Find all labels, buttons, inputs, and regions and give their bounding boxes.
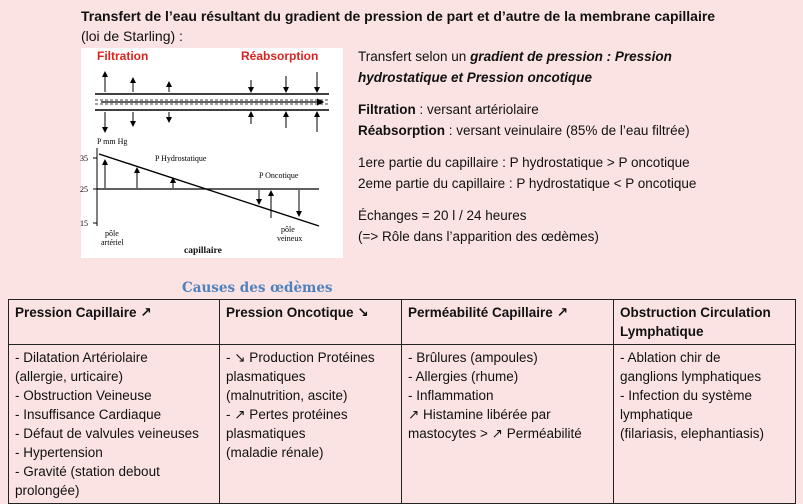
causes-title: Causes des œdèmes — [182, 280, 333, 296]
role-line: (=> Rôle dans l’apparition des œdèmes) — [358, 229, 599, 244]
list-item: plasmatiques — [226, 369, 306, 384]
list-item: - Brûlures (ampoules) — [408, 350, 538, 365]
heading-line-2: (loi de Starling) : — [81, 28, 183, 44]
list-item: prolongée) — [15, 483, 80, 498]
list-item: - Infection du système — [620, 388, 753, 403]
page-heading — [81, 6, 781, 46]
cell-pression-oncotique — [220, 345, 402, 504]
cell-permeabilite-capillaire — [402, 345, 614, 504]
list-item: - ↘ Production Protéines — [226, 350, 375, 365]
p-oncotique-label: P Oncotique — [259, 171, 299, 180]
list-item: (malnutrition, ascite) — [226, 388, 348, 403]
cell-obstruction-lymphatique — [614, 345, 796, 504]
capillary-part-1: 1ere partie du capillaire : P hydrostatique > P oncotique — [358, 155, 690, 170]
pole-veineux-line-2: veineux — [277, 234, 303, 243]
list-item: - Inflammation — [408, 388, 494, 403]
pole-arteriel-line-2: artériel — [101, 238, 124, 247]
list-item: ↗ Histamine libérée par — [408, 407, 551, 422]
gradient-line-1: Transfert selon un gradient de pression : Pression — [358, 49, 672, 64]
list-item: (allergie, urticaire) — [15, 369, 124, 384]
list-item: lymphatique — [620, 407, 693, 422]
list-item: plasmatiques — [226, 426, 306, 441]
y-axis-label: P mm Hg — [97, 137, 128, 146]
list-item: - Hypertension — [15, 445, 103, 460]
exchange-line: Échanges = 20 l / 24 heures — [358, 208, 527, 223]
reabsorption-line: Réabsorption : versant veinulaire (85% de l’eau filtrée) — [358, 123, 690, 138]
filtration-label: Filtration — [97, 49, 149, 63]
list-item: - Dilatation Artériolaire — [15, 350, 148, 365]
explanation-block — [358, 46, 778, 247]
list-item: - Gravité (station debout — [15, 464, 160, 479]
p-hydrostatique-label: P Hydrostatique — [155, 154, 207, 163]
list-item: - Ablation chir de — [620, 350, 721, 365]
capillary-tube — [95, 94, 329, 110]
gradient-line-2: hydrostatique et Pression oncotique — [358, 70, 593, 85]
capillary-part-2: 2eme partie du capillaire : P hydrostatique < P oncotique — [358, 176, 697, 191]
filtration-line: Filtration : versant artériolaire — [358, 102, 539, 117]
header-pression-oncotique: Pression Oncotique ↘ — [220, 300, 402, 345]
tick-35: 35 — [80, 154, 88, 163]
list-item: (maladie rénale) — [226, 445, 324, 460]
cell-pression-capillaire — [9, 345, 220, 504]
list-item: - ↗ Pertes protéines — [226, 407, 348, 422]
reabsorption-label: Réabsorption — [241, 49, 319, 63]
causes-body-row — [9, 345, 796, 504]
starling-diagram-svg — [81, 48, 343, 258]
tick-15: 15 — [80, 219, 88, 228]
heading-line-1: Transfert de l’eau résultant du gradient de pression de part et d’autre de la membrane capillaire — [81, 8, 716, 24]
header-obstruction-lymphatique: Obstruction Circulation Lymphatique — [614, 300, 796, 345]
causes-header-row — [9, 300, 796, 345]
list-item: (filariasis, elephantiasis) — [620, 426, 765, 441]
causes-table — [8, 299, 796, 504]
hydrostatic-line — [99, 154, 319, 226]
tick-25: 25 — [80, 185, 88, 194]
pole-arteriel-line-1: pôle — [105, 229, 119, 238]
diagram-caption: capillaire — [184, 246, 222, 256]
list-item: - Insuffisance Cardiaque — [15, 407, 162, 422]
header-permeabilite-capillaire: Perméabilité Capillaire ↗ — [402, 300, 614, 345]
list-item: ganglions lymphatiques — [620, 369, 762, 384]
pole-veineux-line-1: pôle — [281, 225, 295, 234]
list-item: - Allergies (rhume) — [408, 369, 519, 384]
header-pression-capillaire: Pression Capillaire ↗ — [9, 300, 220, 345]
list-item: - Défaut de valvules veineuses — [15, 426, 199, 441]
starling-diagram — [81, 48, 343, 258]
list-item: - Obstruction Veineuse — [15, 388, 152, 403]
list-item: mastocytes > ↗ Perméabilité — [408, 426, 582, 441]
